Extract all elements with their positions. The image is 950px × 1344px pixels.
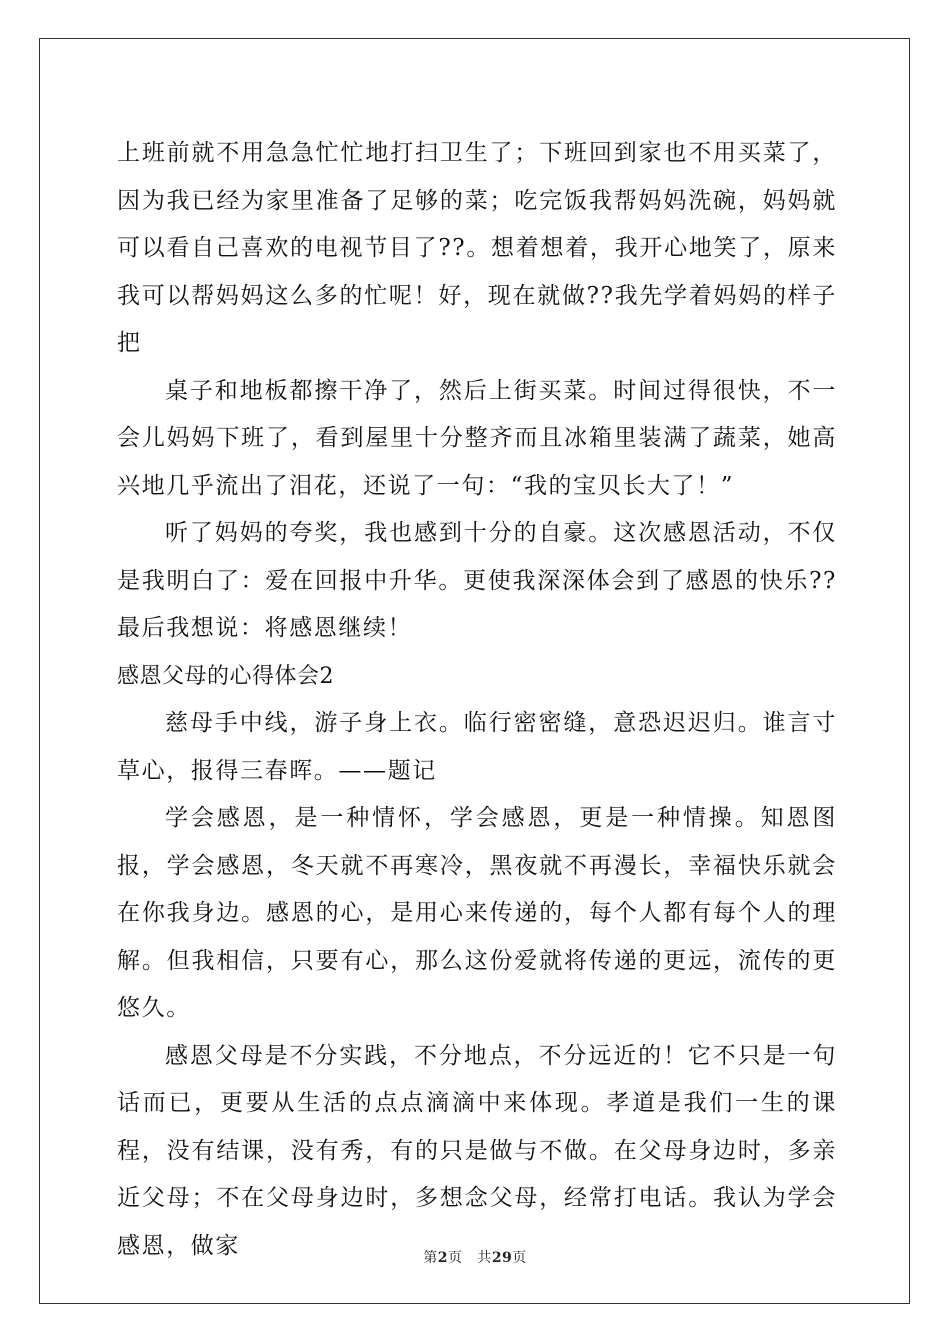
paragraph-2: 桌子和地板都擦干净了，然后上街买菜。时间过得很快，不一会儿妈妈下班了，看到屋里十分整齐而且冰箱里装满了蔬菜，她高兴地几乎流出了泪花，还说了一句：“我的宝贝长大了！”: [117, 377, 837, 499]
page-footer: [0, 1247, 950, 1267]
paragraph-6: 感恩父母是不分实践，不分地点，不分远近的！它不只是一句话而已，更要从生活的点点滴滴中来体现。孝道是我们一生的课程，没有结课，没有秀，有的只是做与不做。在父母身边时，多亲近父母；不在父母身边时，多想念父母，经常打电话。我认为学会感恩，做家: [117, 1042, 837, 1259]
document-body: [117, 130, 837, 1270]
current-page-number: 2: [437, 1250, 448, 1266]
footer-prefix: 第: [423, 1250, 438, 1266]
footer-middle: 页 共: [447, 1250, 492, 1266]
footer-suffix: 页: [512, 1250, 527, 1266]
total-page-number: 29: [491, 1250, 513, 1266]
paragraph-1: 上班前就不用急急忙忙地打扫卫生了；下班回到家也不用买菜了，因为我已经为家里准备了足够的菜；吃完饭我帮妈妈洗碗，妈妈就可以看自己喜欢的电视节目了??。想着想着，我开心地笑了，原来我可以帮妈妈这么多的忙呢！好，现在就做??我先学着妈妈的样子把: [117, 140, 837, 356]
paragraph-5: 学会感恩，是一种情怀，学会感恩，更是一种情操。知恩图报，学会感恩，冬天就不再寒冷，黑夜就不再漫长，幸福快乐就会在你我身边。感恩的心，是用心来传递的，每个人都有每个人的理解。但我相信，只要有心，那么这份爱就将传递的更远，流传的更悠久。: [117, 805, 837, 1021]
paragraph-3: 听了妈妈的夸奖，我也感到十分的自豪。这次感恩活动，不仅是我明白了：爱在回报中升华。更使我深深体会到了感恩的快乐??最后我想说：将感恩继续！: [117, 520, 837, 641]
paragraph-epigraph: 慈母手中线，游子身上衣。临行密密缝，意恐迟迟归。谁言寸草心，报得三春晖。——题记: [117, 710, 837, 784]
section-heading: 感恩父母的心得体会2: [117, 663, 334, 689]
